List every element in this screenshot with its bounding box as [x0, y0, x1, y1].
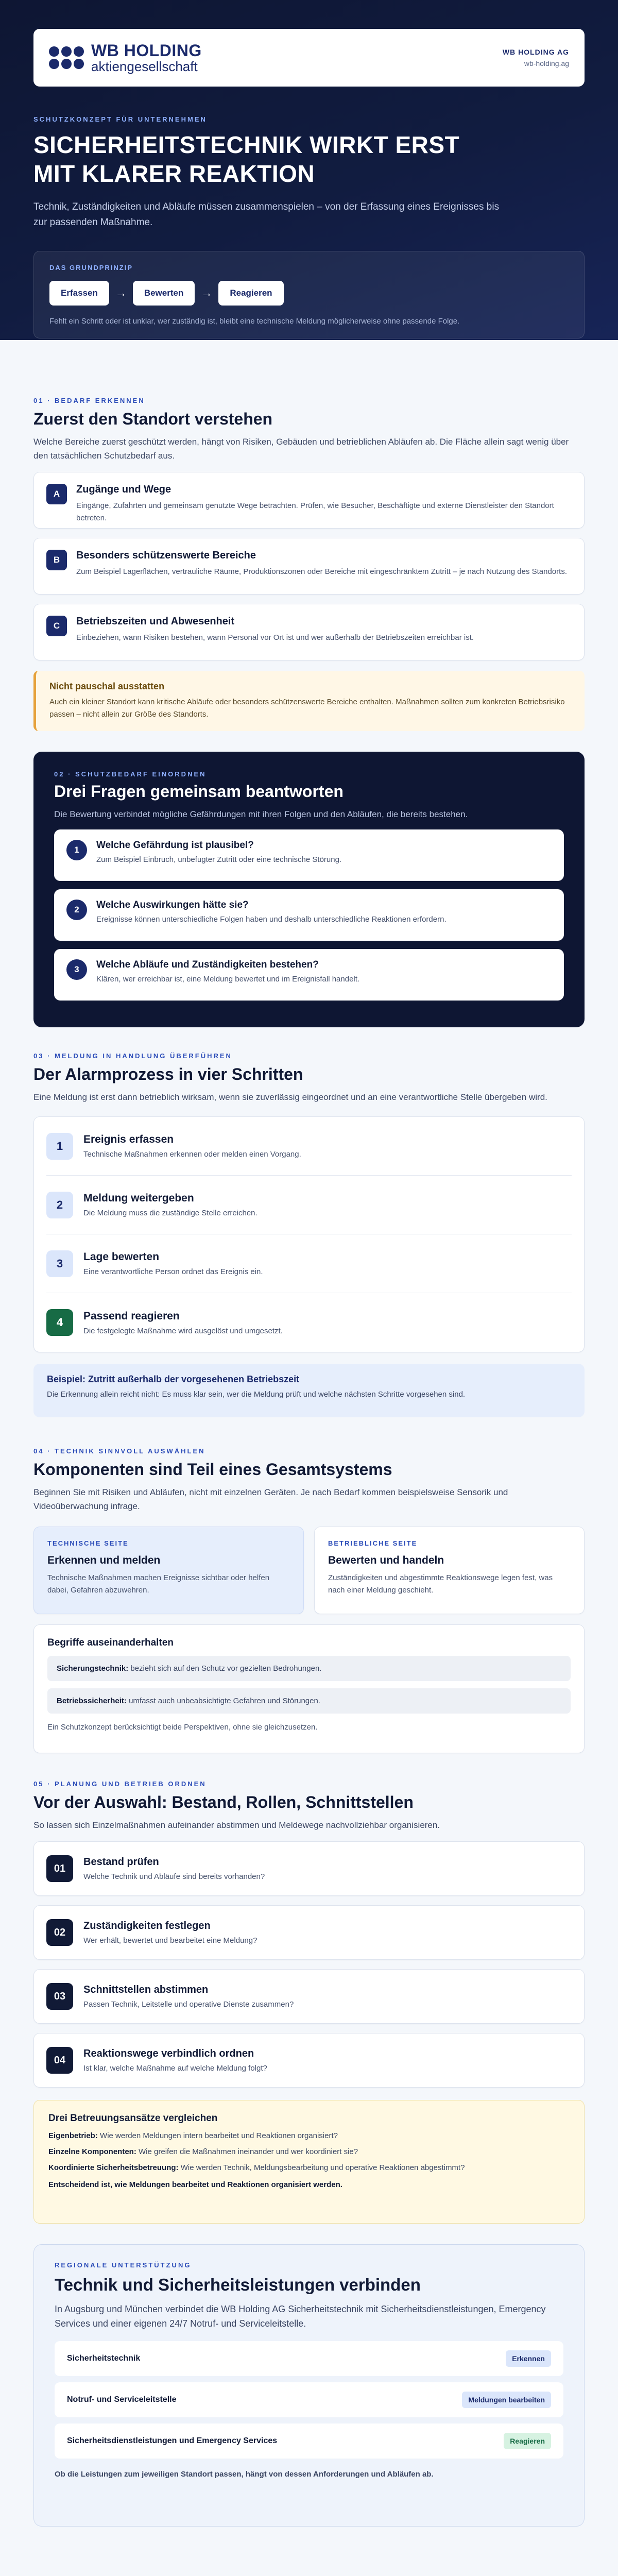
step-text: Eine verantwortliche Person ordnet das Ereignis ein.: [83, 1267, 263, 1276]
item-number: 04: [46, 2047, 73, 2074]
hero-eyebrow: SCHUTZKONZEPT FÜR UNTERNEHMEN: [33, 115, 207, 123]
number-circle: 1: [66, 840, 87, 860]
service-label: Notruf- und Serviceleitstelle: [67, 2395, 177, 2404]
two-column-cards: [33, 1527, 585, 1614]
section-intro: Die Bewertung verbindet mögliche Gefährdungen mit ihren Folgen und den Abläufen, die bereits bestehen.: [54, 809, 468, 819]
comparison-conclusion: Entscheidend ist, wie Meldungen bearbeitet und Reaktionen organisiert werden.: [48, 2180, 342, 2189]
step-number: 3: [46, 1250, 73, 1277]
logo-name: WB HOLDING: [91, 41, 202, 60]
item-title: Schnittstellen abstimmen: [83, 1984, 209, 1995]
process-list: [33, 1116, 585, 1352]
definition-text: bezieht sich auf den Schutz vor gezielten Bedrohungen.: [130, 1664, 322, 1673]
comparison-box: [33, 2100, 585, 2224]
warning-note: [33, 671, 585, 731]
item-text: Zum Beispiel Lagerflächen, vertrauliche Räume, Produktionszonen oder Bereiche mit eingeschränktem Zutritt – je nach Nutzung des Standorts.: [76, 567, 567, 576]
step-title: Lage bewerten: [83, 1251, 160, 1263]
example-box: [33, 1364, 585, 1417]
process-step: [46, 1293, 572, 1352]
comparison-term: Koordinierte Sicherheitsbetreuung:: [48, 2163, 179, 2172]
step-number: 2: [46, 1192, 73, 1218]
principle-steps: [49, 281, 569, 306]
col-title: Erkennen und melden: [47, 1554, 161, 1566]
comparison-row: [48, 2131, 570, 2140]
section-bedarf: [0, 340, 618, 1027]
service-label: Sicherheitsdienstleistungen und Emergency Services: [67, 2436, 278, 2445]
process-step: [46, 1117, 572, 1176]
logo-sub: aktiengesellschaft: [91, 59, 198, 74]
number-circle: 2: [66, 900, 87, 920]
step-number: 1: [46, 1133, 73, 1160]
item-text: Einbeziehen, wann Risiken bestehen, wann Personal vor Ort ist und wer außerhalb der Betriebszeiten erreichbar ist.: [76, 633, 474, 642]
process-step: [46, 1234, 572, 1293]
definition-row: [47, 1656, 571, 1681]
item-text: Welche Technik und Abläufe sind bereits vorhanden?: [83, 1872, 265, 1881]
question-text: Ereignisse können unterschiedliche Folgen haben und deshalb unterschiedliche Reaktionen erfordern.: [96, 915, 447, 924]
planning-item: [33, 1905, 585, 1960]
example-text: Die Erkennung allein reicht nicht: Es muss klar sein, wer die Meldung prüft und welche nächsten Schritte vorgesehen sind.: [47, 1390, 466, 1399]
item-title: Reaktionswege verbindlich ordnen: [83, 2048, 254, 2059]
section-planung: [0, 1753, 618, 2527]
item-card-zugaenge: [33, 472, 585, 529]
technical-side-card: [33, 1527, 304, 1614]
regional-intro: In Augsburg und München verbindet die WB Holding AG Sicherheitstechnik mit Sicherheitsdienstleistungen, Emergency Services und einer eigenen 24/7 Notruf- und Serviceleitstelle.: [55, 2304, 546, 2329]
comparison-text: Wie werden Meldungen intern bearbeitet und Reaktionen organisiert?: [100, 2131, 338, 2140]
item-card-betriebszeiten: [33, 604, 585, 660]
section-title: Der Alarmprozess in vier Schritten: [33, 1065, 303, 1083]
col-label: BETRIEBLICHE SEITE: [328, 1539, 418, 1547]
comparison-row: [48, 2163, 570, 2172]
note-title: Nicht pauschal ausstatten: [49, 681, 165, 691]
comparison-title: Drei Betreuungsansätze vergleichen: [48, 2113, 218, 2124]
item-title: Bestand prüfen: [83, 1856, 159, 1868]
arrow-right-icon: →: [115, 286, 127, 299]
item-title: Betriebszeiten und Abwesenheit: [76, 616, 235, 627]
question-card: [54, 949, 564, 1001]
service-row: [55, 2382, 563, 2417]
planning-item: [33, 1969, 585, 2024]
principle-label: DAS GRUNDPRINZIP: [49, 264, 133, 272]
section-title: Vor der Auswahl: Bestand, Rollen, Schnittstellen: [33, 1793, 414, 1811]
section-intro: Welche Bereiche zuerst geschützt werden, hängt von Risiken, Gebäuden und betrieblichen Abläufen ab. Die Fläche allein sagt wenig über den tatsächlichen Schutzbedarf aus.: [33, 437, 569, 461]
comparison-row: [48, 2147, 570, 2156]
hero: [0, 0, 618, 340]
col-title: Bewerten und handeln: [328, 1554, 444, 1566]
planning-item: [33, 2033, 585, 2088]
header-url[interactable]: wb-holding.ag: [524, 59, 569, 67]
hero-title: SICHERHEITSTECHNIK WIRKT ERST MIT KLARER REAKTION: [33, 131, 460, 187]
question-text: Zum Beispiel Einbruch, unbefugter Zutritt oder eine technische Störung.: [96, 855, 342, 864]
service-pill: Reagieren: [504, 2433, 551, 2449]
step-text: Die festgelegte Maßnahme wird ausgelöst und umgesetzt.: [83, 1326, 283, 1335]
service-label: Sicherheitstechnik: [67, 2354, 141, 2363]
question-title: Welche Auswirkungen hätte sie?: [96, 900, 249, 910]
service-row: [55, 2341, 563, 2376]
regional-title: Technik und Sicherheitsleistungen verbinden: [55, 2275, 421, 2294]
definitions-note: Ein Schutzkonzept berücksichtigt beide Perspektiven, ohne sie gleichzusetzen.: [47, 1723, 318, 1732]
number-circle: 3: [66, 959, 87, 980]
item-title: Besonders schützenswerte Bereiche: [76, 550, 256, 561]
definition-row: [47, 1688, 571, 1714]
step-text: Technische Maßnahmen erkennen oder melden einen Vorgang.: [83, 1150, 301, 1159]
section-title: Drei Fragen gemeinsam beantworten: [54, 782, 344, 801]
regional-note: Ob die Leistungen zum jeweiligen Standort passen, hängt von dessen Anforderungen und Abläufen ab.: [55, 2470, 434, 2479]
operational-side-card: [314, 1527, 585, 1614]
service-row: [55, 2424, 563, 2459]
step-number: 4: [46, 1309, 73, 1336]
example-title: Beispiel: Zutritt außerhalb der vorgesehenen Betriebszeit: [47, 1374, 300, 1384]
section-eyebrow: 02 · SCHUTZBEDARF EINORDNEN: [54, 770, 207, 778]
step-title: Meldung weitergeben: [83, 1192, 194, 1204]
definition-term: Betriebssicherheit:: [57, 1697, 127, 1705]
item-text: Wer erhält, bewertet und bearbeitet eine Meldung?: [83, 1936, 258, 1945]
regional-eyebrow: REGIONALE UNTERSTÜTZUNG: [55, 2261, 192, 2269]
question-title: Welche Abläufe und Zuständigkeiten bestehen?: [96, 959, 319, 970]
planning-item: [33, 1841, 585, 1896]
principle-box: [33, 251, 585, 338]
comparison-text: Wie greifen die Maßnahmen ineinander und wer koordiniert sie?: [139, 2147, 358, 2156]
step-title: Ereignis erfassen: [83, 1133, 174, 1145]
process-step: [46, 1176, 572, 1234]
section-eyebrow: 04 · TECHNIK SINNVOLL AUSWÄHLEN: [33, 1447, 205, 1455]
section-schutzbedarf: [33, 752, 585, 1027]
item-number: 01: [46, 1855, 73, 1882]
logo-card: [33, 29, 585, 87]
question-card: [54, 829, 564, 881]
item-text: Passen Technik, Leitstelle und operative Dienste zusammen?: [83, 2000, 294, 2009]
service-pill: Meldungen bearbeiten: [462, 2392, 551, 2408]
item-text: Ist klar, welche Maßnahme auf welche Meldung folgt?: [83, 2064, 267, 2073]
letter-badge: A: [46, 484, 67, 504]
section-eyebrow: 01 · BEDARF ERKENNEN: [33, 397, 145, 404]
section-alarmprozess: [0, 1027, 618, 1417]
principle-note: Fehlt ein Schritt oder ist unklar, wer zuständig ist, bleibt eine technische Meldung möglicherweise ohne passende Folge.: [49, 317, 460, 326]
col-text: Zuständigkeiten und abgestimmte Reaktionswege legen fest, was nach einer Meldung geschieht.: [328, 1573, 553, 1595]
question-title: Welche Gefährdung ist plausibel?: [96, 840, 254, 851]
logo[interactable]: [49, 42, 202, 74]
item-title: Zuständigkeiten festlegen: [83, 1920, 211, 1931]
step-title: Passend reagieren: [83, 1310, 180, 1322]
letter-badge: C: [46, 616, 67, 636]
definition-term: Sicherungstechnik:: [57, 1664, 129, 1673]
item-number: 02: [46, 1919, 73, 1946]
section-intro: Beginnen Sie mit Risiken und Abläufen, nicht mit einzelnen Geräten. Je nach Bedarf kommen beispielsweise Sensorik und Videoüberwachung infrage.: [33, 1487, 508, 1511]
note-text: Auch ein kleiner Standort kann kritische Abläufe oder besonders schützenswerte Bereiche enthalten. Maßnahmen sollten zum konkreten Betriebsrisiko passen – nicht allein zur Größe des Standorts.: [49, 698, 565, 719]
item-number: 03: [46, 1983, 73, 2010]
item-title: Zugänge und Wege: [76, 484, 171, 495]
section-technik: [0, 1417, 618, 1753]
step-chip-erfassen: Erfassen: [49, 281, 109, 306]
hero-lead: Technik, Zuständigkeiten und Abläufe müssen zusammenspielen – von der Erfassung eines Ereignisses bis zur passenden Maßnahme.: [33, 201, 500, 228]
definitions-title: Begriffe auseinanderhalten: [47, 1637, 174, 1648]
comparison-term: Einzelne Komponenten:: [48, 2147, 136, 2156]
letter-badge: B: [46, 550, 67, 570]
item-text: Eingänge, Zufahrten und gemeinsam genutzte Wege betrachten. Prüfen, wie Besucher, Beschäftigte und externe Dienstleister den Standort betreten.: [76, 501, 554, 522]
header-company: WB HOLDING AG: [502, 48, 569, 56]
question-text: Klären, wer erreichbar ist, eine Meldung bewertet und im Ereignisfall handelt.: [96, 975, 360, 984]
regional-support: [33, 2244, 585, 2527]
step-chip-bewerten: Bewerten: [133, 281, 195, 306]
arrow-right-icon: →: [201, 286, 213, 299]
step-chip-reagieren: Reagieren: [218, 281, 283, 306]
section-eyebrow: 03 · MELDUNG IN HANDLUNG ÜBERFÜHREN: [33, 1052, 232, 1060]
question-card: [54, 889, 564, 941]
col-label: TECHNISCHE SEITE: [47, 1539, 129, 1547]
definitions-card: [33, 1624, 585, 1753]
comparison-text: Wie werden Technik, Meldungsbearbeitung und operative Reaktionen abgestimmt?: [180, 2163, 465, 2172]
section-eyebrow: 05 · PLANUNG UND BETRIEB ORDNEN: [33, 1780, 207, 1788]
col-text: Technische Maßnahmen machen Ereignisse sichtbar oder helfen dabei, Gefahren abzuwehren.: [47, 1573, 270, 1595]
section-intro: Eine Meldung ist erst dann betrieblich wirksam, wenn sie zuverlässig eingeordnet und an eine verantwortliche Stelle übergeben wird.: [33, 1092, 547, 1102]
item-card-bereiche: [33, 538, 585, 595]
definition-text: umfasst auch unbeabsichtigte Gefahren und Störungen.: [129, 1697, 320, 1705]
section-title: Zuerst den Standort verstehen: [33, 410, 273, 428]
section-title: Komponenten sind Teil eines Gesamtsystems: [33, 1460, 392, 1479]
service-pill: Erkennen: [506, 2350, 551, 2367]
section-intro: So lassen sich Einzelmaßnahmen aufeinander abstimmen und Meldewege nachvollziehbar organisieren.: [33, 1820, 440, 1830]
logo-mark-icon: [49, 46, 84, 69]
step-text: Die Meldung muss die zuständige Stelle erreichen.: [83, 1209, 258, 1217]
comparison-term: Eigenbetrieb:: [48, 2131, 98, 2140]
